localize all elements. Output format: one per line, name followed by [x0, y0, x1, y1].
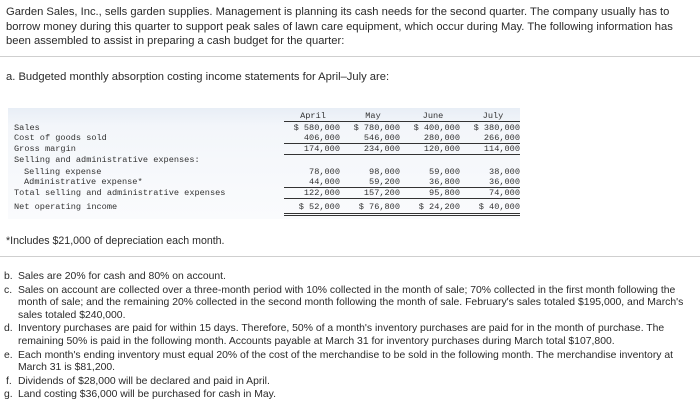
item-letter: f.: [6, 375, 12, 387]
depreciation-footnote: *Includes $21,000 of depreciation each month.: [6, 235, 225, 247]
cell: 546,000: [363, 133, 400, 143]
subtotal-rule: [284, 198, 520, 199]
cell: 59,200: [369, 177, 400, 187]
item-text: Land costing $36,000 will be purchased for cash in May.: [18, 389, 276, 401]
cell: $ 52,000: [298, 202, 340, 212]
cell: 98,000: [369, 167, 400, 177]
divider: [0, 56, 700, 57]
part-a-heading: a. Budgeted monthly absorption costing income statements for April–July are:: [6, 71, 390, 83]
col-header-may: May: [365, 111, 381, 121]
cell: 78,000: [309, 167, 340, 177]
cell: 406,000: [303, 133, 340, 143]
item-text: Dividends of $28,000 will be declared and paid in April.: [18, 375, 270, 387]
cell: 36,800: [429, 177, 460, 187]
row-label: Net operating income: [14, 202, 118, 212]
cell: 280,000: [423, 133, 460, 143]
cell: 59,000: [429, 167, 460, 177]
divider: [0, 256, 700, 257]
intro-paragraph: Garden Sales, Inc., sells garden supplies. Management is planning its cash needs for the second quarter. The company usually has to borrow money during this quarter to support peak sales of lawn care equipment, which occur during May. The following information has been assembled to assist in preparing a cash budget for the quarter:: [6, 6, 673, 47]
list-item: [4, 323, 694, 348]
row-label: Cost of goods sold: [14, 133, 107, 143]
cell: 157,200: [363, 188, 400, 198]
col-header-july: July: [482, 111, 504, 121]
cell: 114,000: [483, 144, 520, 154]
cell: 122,000: [303, 188, 340, 198]
item-text: Each month's ending inventory must equal 20% of the cost of the merchandise to be sold in the following month. The merchandise inventory at March 31 is $81,200.: [18, 349, 674, 374]
subtotal-rule: [284, 154, 520, 155]
cell: $ 76,800: [358, 202, 400, 212]
item-letter: b.: [4, 271, 13, 282]
item-text: Sales on account are collected over a three-month period with 10% collected in the month of sale; 70% collected in the first month following the month of sale; and the remaining 20% collected in the second month following the month of sale. February's sales totaled $195,000, and March's sales totaled $240,000.: [18, 284, 684, 321]
cell: $ 380,000: [473, 123, 520, 133]
header-rule: [284, 121, 520, 122]
cell: $ 780,000: [353, 123, 400, 133]
list-item: [4, 389, 694, 402]
cell: 74,000: [489, 188, 520, 198]
cell: 120,000: [423, 144, 460, 154]
cell: 95,800: [429, 188, 460, 198]
cell: 234,000: [363, 144, 400, 154]
row-label: Selling and administrative expenses:: [14, 155, 200, 165]
cell: $ 40,000: [478, 202, 520, 212]
list-item: [4, 285, 694, 323]
list-item: [4, 271, 694, 284]
cell: 174,000: [303, 144, 340, 154]
row-label: Total selling and administrative expenses: [14, 188, 226, 198]
item-text: Sales are 20% for cash and 80% on account.: [18, 271, 226, 282]
list-item: [4, 376, 694, 389]
cell: 266,000: [483, 133, 520, 143]
item-letter: e.: [4, 349, 13, 361]
item-letter: c.: [4, 284, 13, 296]
item-text: Inventory purchases are paid for within 15 days. Therefore, 50% of a month's inventory purchases are paid for in the month of purchase. The remaining 50% is paid in the following month. Accounts payable at March 31 for inventory purchases during March total $107,800.: [18, 323, 665, 347]
cell: 36,000: [489, 177, 520, 187]
col-header-april: April: [300, 111, 326, 121]
row-label: Administrative expense*: [24, 177, 143, 187]
cell: 38,000: [489, 167, 520, 177]
row-label: Sales: [14, 123, 40, 133]
item-letter: d.: [4, 323, 13, 335]
list-item: [4, 350, 694, 375]
cell: $ 400,000: [413, 123, 460, 133]
row-label: Gross margin: [14, 144, 76, 154]
cell: 44,000: [309, 177, 340, 187]
item-letter: g.: [4, 389, 13, 401]
income-statement-table: [8, 108, 520, 219]
total-double-rule: [284, 213, 520, 216]
assumptions-list: [4, 271, 694, 403]
cell: $ 580,000: [293, 123, 340, 133]
cell: $ 24,200: [418, 202, 460, 212]
row-label: Selling expense: [24, 167, 102, 177]
col-header-june: June: [422, 111, 444, 121]
